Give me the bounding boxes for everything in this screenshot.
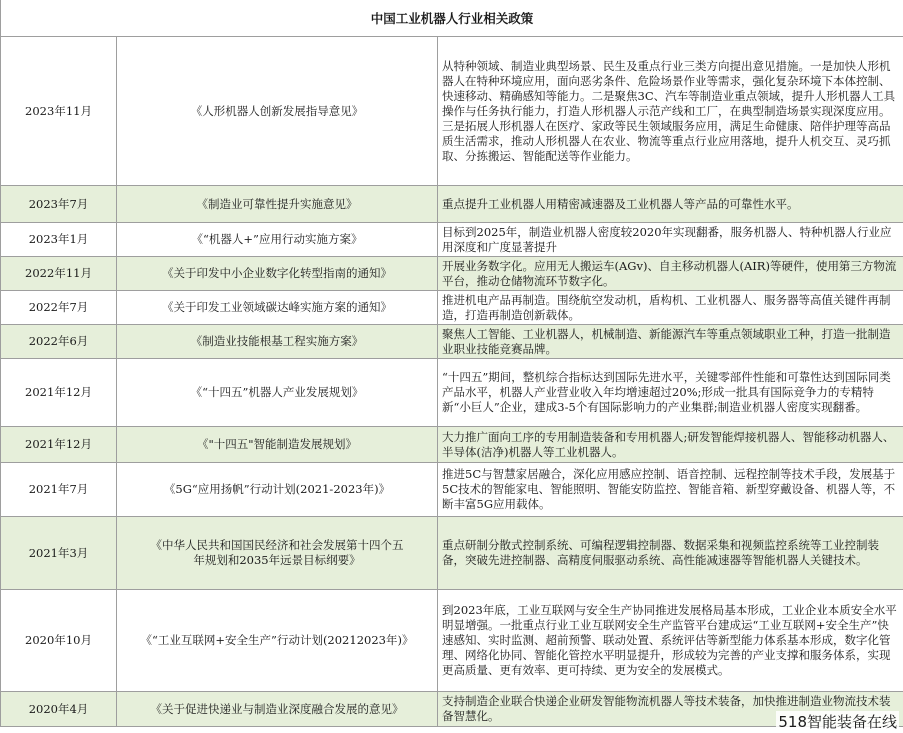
- row-date: 2022年7月: [1, 291, 117, 325]
- row-date: 2023年1月: [1, 223, 117, 257]
- row-policy: 《“机器人+”应用行动实施方案》: [117, 223, 438, 257]
- table-row: [1, 517, 903, 590]
- row-date: 2022年11月: [1, 257, 117, 291]
- row-description: 支持制造企业联合快递企业研发智能物流机器人等技术装备，加快推进制造业物流技术装备智慧化。: [438, 692, 903, 727]
- row-policy: 《"十四五"智能制造发展规划》: [117, 427, 438, 463]
- row-date: 2023年11月: [1, 37, 117, 186]
- row-description: “十四五”期间，整机综合指标达到国际先进水平，关键零部件性能和可靠性达到国际同类产品水平，机器人产业营业收入年均增速超过20%;形成一批具有国际竞争力的专精特新“小巨人”企业，建成3-5个有国际影响力的产业集群;制造业机器人密度实现翻番。: [438, 359, 903, 427]
- row-date: 2021年12月: [1, 427, 117, 463]
- row-policy: 《制造业技能根基工程实施方案》: [117, 325, 438, 359]
- table-row: [1, 427, 903, 463]
- table-row: [1, 223, 903, 257]
- table-row: [1, 325, 903, 359]
- row-policy: 《中华人民共和国国民经济和社会发展第十四个五年规划和2035年远景目标纲要》: [117, 517, 438, 590]
- row-policy: 《关于印发中小企业数字化转型指南的通知》: [117, 257, 438, 291]
- row-description: 聚焦人工智能、工业机器人，机械制造、新能源汽车等重点领域职业工种，打造一批制造业职业技能竞赛品牌。: [438, 325, 903, 359]
- row-date: 2021年7月: [1, 463, 117, 517]
- row-date: 2022年6月: [1, 325, 117, 359]
- table-row: [1, 291, 903, 325]
- row-description: 重点提升工业机器人用精密减速器及工业机器人等产品的可靠性水平。: [438, 186, 903, 223]
- table-row: [1, 692, 903, 727]
- row-date: 2020年4月: [1, 692, 117, 727]
- row-policy: 《制造业可靠性提升实施意见》: [117, 186, 438, 223]
- table-row: [1, 590, 903, 692]
- row-date: 2021年12月: [1, 359, 117, 427]
- table-title: 中国工业机器人行业相关政策: [1, 0, 903, 37]
- table-row: [1, 463, 903, 517]
- table-row: [1, 186, 903, 223]
- watermark: 518智能装备在线: [778, 713, 897, 731]
- row-policy: 《5G“应用扬帆”行动计划(2021-2023年)》: [117, 463, 438, 517]
- row-policy: 《人形机器人创新发展指导意见》: [117, 37, 438, 186]
- row-policy: 《“十四五”机器人产业发展规划》: [117, 359, 438, 427]
- row-date: 2020年10月: [1, 590, 117, 692]
- row-description: 到2023年底，工业互联网与安全生产协同推进发展格局基本形成，工业企业本质安全水平明显增强。一批重点行业工业互联网安全生产监管平台建成运“工业互联网+安全生产”快速感知、实时监测、超前预警、联动处置、系统评估等新型能力体系基本形成，数字化管理、网络化协同、智能化管控水平明显提升，形成较为完善的产业支撑和服务体系，实现更高质量、更有效率、更可持续、更为安全的发展模式。: [438, 590, 903, 692]
- row-description: 开展业务数字化。应用无人搬运车(AGv)、自主移动机器人(AIR)等硬件，使用第三方物流平台，推动仓储物流环节数字化。: [438, 257, 903, 291]
- table-row: [1, 359, 903, 427]
- row-description: 推进机电产品再制造。围绕航空发动机，盾构机、工业机器人、服务器等高值关键件再制造，打造再制造创新载体。: [438, 291, 903, 325]
- row-date: 2023年7月: [1, 186, 117, 223]
- row-description: 重点研制分散式控制系统、可编程逻辑控制器、数据采集和视频监控系统等工业控制装备，突破先进控制器、高精度伺服驱动系统、高性能减速器等智能机器人关键技术。: [438, 517, 903, 590]
- row-policy: 《关于促进快递业与制造业深度融合发展的意见》: [117, 692, 438, 727]
- table-row: [1, 37, 903, 186]
- row-date: 2021年3月: [1, 517, 117, 590]
- table-row: [1, 257, 903, 291]
- row-description: 大力推广面向工序的专用制造装备和专用机器人;研发智能焊接机器人、智能移动机器人、半导体(洁净)机器人等工业机器人。: [438, 427, 903, 463]
- row-description: 目标到2025年，制造业机器人密度较2020年实现翻番，服务机器人、特种机器人行业应用深度和广度显著提升: [438, 223, 903, 257]
- row-policy: 《关于印发工业领域碳达峰实施方案的通知》: [117, 291, 438, 325]
- row-policy: 《“工业互联网+安全生产”行动计划(20212023年)》: [117, 590, 438, 692]
- row-description: 从特种领域、制造业典型场景、民生及重点行业三类方向提出意见措施。一是加快人形机器人在特种环境应用，面向恶劣条件、危险场景作业等需求，强化复杂环境下本体控制、快速移动、精确感知等能力。二是聚焦3C、汽车等制造业重点领域，提升人形机器人工具操作与任务执行能力，打造人形机器人示范产线和工厂，在典型制造场景实现深度应用。三是拓展人形机器人在医疗、家政等民生领域服务应用，满足生命健康、陪伴护理等高品质生活需求，推动人形机器人在农业、物流等重点行业应用落地，提升人机交互、灵巧抓取、分拣搬运、智能配送等作业能力。: [438, 37, 903, 186]
- row-description: 推进5C与智慧家居融合，深化应用感应控制、语音控制、远程控制等技术手段，发展基于5C技术的智能家电、智能照明、智能安防监控、智能音箱、新型穿戴设备、机器人等，不断丰富5G应用载体。: [438, 463, 903, 517]
